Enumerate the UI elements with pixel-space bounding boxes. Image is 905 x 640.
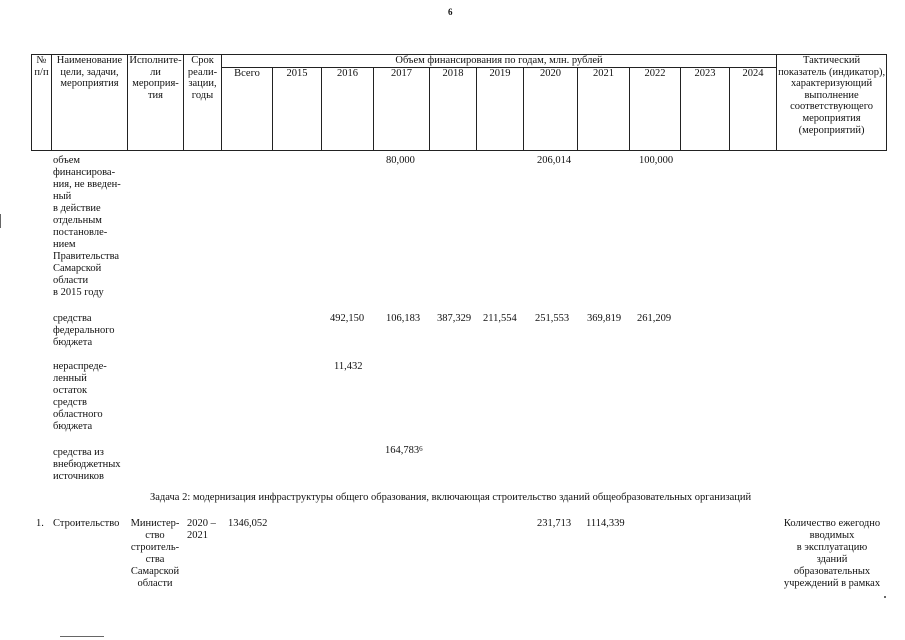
header-year-2023: 2023 <box>681 67 730 150</box>
row-4-name: средства из внебюджетных источников <box>53 447 121 482</box>
header-financing: Объем финансирования по годам, млн. рублей <box>222 55 777 68</box>
scan-artifact <box>884 596 886 598</box>
item-1-value-2020: 231,713 <box>537 518 572 529</box>
task-2-heading: Задача 2: модернизация инфраструктуры общего образования, включающая строительство зданий общеобразовательных организаций <box>150 492 752 503</box>
item-1-indicator: Количество ежегодно вводимых в эксплуатацию зданий образовательных учреждений в рамках <box>783 518 881 589</box>
header-year-2019: 2019 <box>477 67 524 150</box>
row-1-value-2022: 100,000 <box>639 155 674 166</box>
item-1-number: 1. <box>36 518 44 529</box>
header-year-2015: 2015 <box>273 67 322 150</box>
scan-artifact <box>0 214 1 228</box>
scan-artifact <box>60 636 104 637</box>
item-1-total: 1346,052 <box>228 518 268 529</box>
row-2-value-2017: 106,183 <box>386 313 421 324</box>
row-4-value-2017: 164,783$^6$ <box>385 445 423 456</box>
item-1-term: 2020 – 2021 <box>187 518 216 541</box>
row-3-value-2016: 11,432 <box>334 361 363 372</box>
page-number: 6 <box>448 7 453 17</box>
header-year-2020: 2020 <box>524 67 578 150</box>
item-1-name: Строительство <box>53 518 120 529</box>
header-no: № п/п <box>32 55 52 151</box>
footnote-marker: 6 <box>419 445 423 453</box>
row-1-name: объем финансирова- ния, не введен- ный в действие отдельным постановле- нием Правительства Самарской области в 2015 году <box>53 155 121 298</box>
row-2-value-2022: 261,209 <box>637 313 672 324</box>
header-year-2024: 2024 <box>730 67 777 150</box>
header-year-2021: 2021 <box>578 67 630 150</box>
header-year-2017: 2017 <box>374 67 430 150</box>
header-executor: Исполните-ли мероприя-тия <box>128 55 184 151</box>
row-2-value-2021: 369,819 <box>587 313 622 324</box>
header-table <box>31 54 887 151</box>
item-1-value-2021: 1114,339 <box>586 518 625 529</box>
row-2-name: средства федерального бюджета <box>53 313 115 348</box>
row-1-value-2017: 80,000 <box>386 155 415 166</box>
header-year-2022: 2022 <box>630 67 681 150</box>
header-name: Наименование цели, задачи, мероприятия <box>52 55 128 151</box>
item-1-executor: Министер- ство строитель- ства Самарской области <box>130 518 180 589</box>
row-2-value-2020: 251,553 <box>535 313 570 324</box>
header-indicator: Тактический показатель (индикатор), характеризующий выполнение соответствующего мероприятия (мероприятий) <box>777 55 887 151</box>
row-1-value-2020: 206,014 <box>537 155 572 166</box>
row-2-value-2018: 387,329 <box>437 313 472 324</box>
row-2-value-2019: 211,554 <box>483 313 517 324</box>
header-total: Всего <box>222 67 273 150</box>
header-year-2018: 2018 <box>430 67 477 150</box>
header-year-2016: 2016 <box>322 67 374 150</box>
header-term: Срок реали-зации, годы <box>184 55 222 151</box>
row-2-value-2016: 492,150 <box>330 313 365 324</box>
row-3-name: нераспреде- ленный остаток средств областного бюджета <box>53 361 107 432</box>
